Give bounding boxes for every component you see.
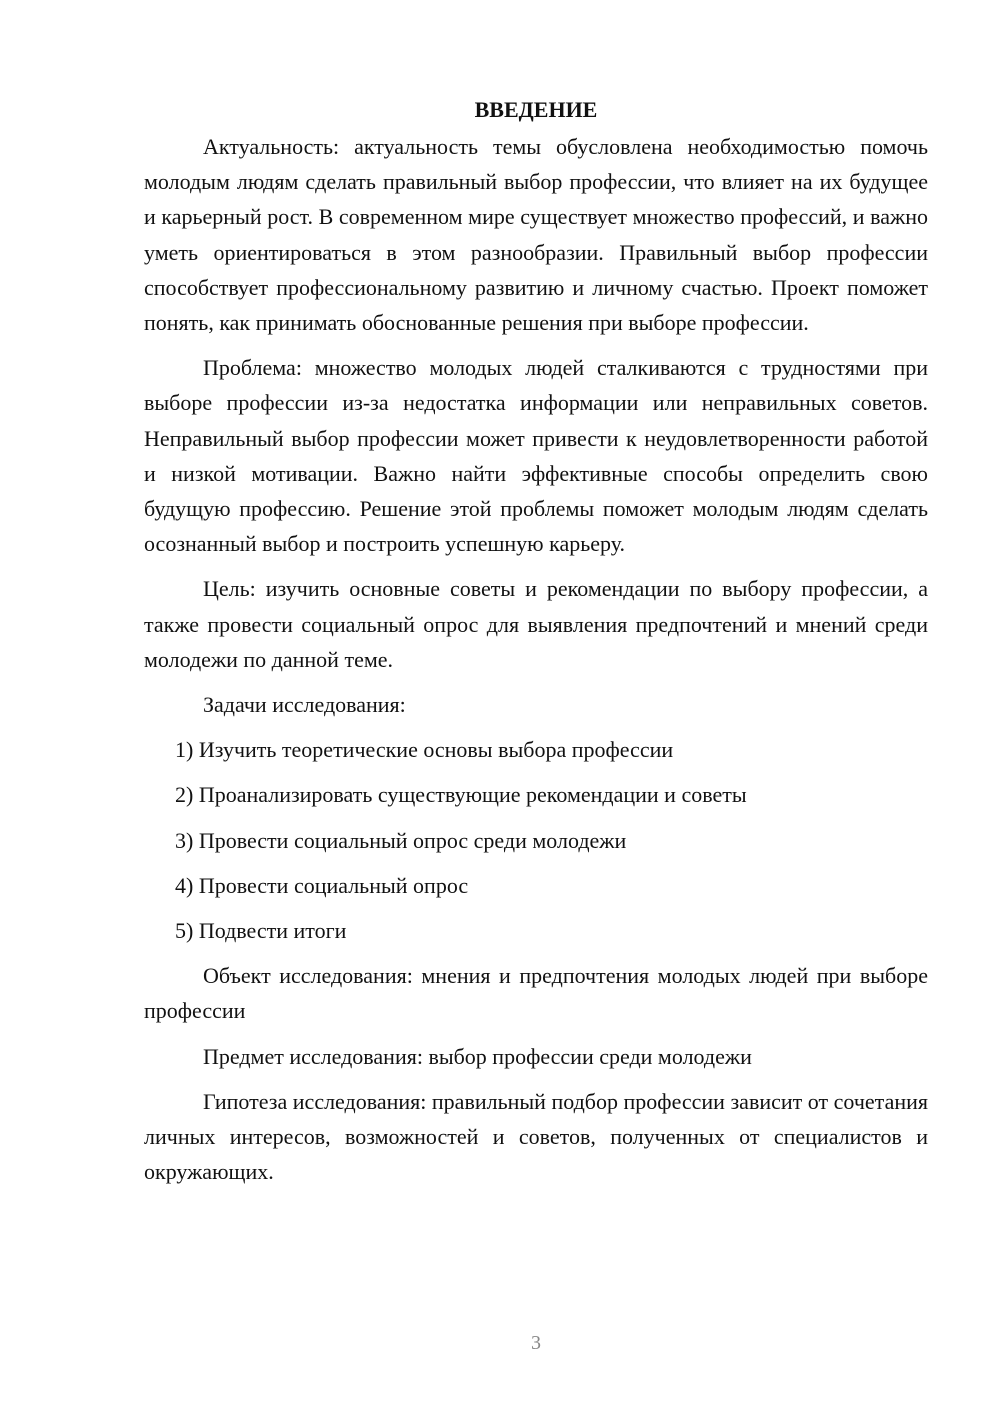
- task-item: 5) Подвести итоги: [175, 918, 347, 944]
- paragraph-hypothesis: Гипотеза исследования: правильный подбор профессии зависит от сочетания личных интересов, возможностей и советов, полученных от специалистов и окружающих.: [144, 1088, 928, 1185]
- page-number: 3: [531, 1332, 541, 1354]
- task-item: 4) Провести социальный опрос: [175, 872, 469, 898]
- task-item: 2) Проанализировать существующие рекомендации и советы: [175, 782, 747, 808]
- task-item: 3) Провести социальный опрос среди молодежи: [175, 827, 627, 853]
- task-item: 1) Изучить теоретические основы выбора профессии: [175, 737, 674, 763]
- paragraph-relevance: Актуальность: актуальность темы обусловлена необходимостью помочь молодым людям сделать правильный выбор профессии, что влияет на их будущее и карьерный рост. В современном мире существует множество профессий, и важно уметь ориентироваться в этом разнообразии. Правильный выбор профессии способствует профессиональному развитию и личному счастью. Проект поможет понять, как принимать обоснованные решения при выборе профессии.: [144, 134, 928, 336]
- paragraph-subject: Предмет исследования: выбор профессии среди молодежи: [203, 1043, 752, 1069]
- tasks-title: Задачи исследования:: [203, 692, 406, 718]
- page-heading: ВВЕДЕНИЕ: [474, 97, 598, 122]
- tasks-list: [144, 732, 928, 948]
- document-page: [144, 92, 928, 1199]
- paragraph-goal: Цель: изучить основные советы и рекомендации по выбору профессии, а также провести социальный опрос для выявления предпочтений и мнений среди молодежи по данной теме.: [144, 576, 928, 672]
- paragraph-object: Объект исследования: мнения и предпочтения молодых людей при выборе профессии: [144, 963, 928, 1024]
- paragraph-problem: Проблема: множество молодых людей сталкиваются с трудностями при выборе профессии из-за недостатка информации или неправильных советов. Неправильный выбор профессии может привести к неудовлетворенности работой и низкой мотивации. Важно найти эффективные способы определить свою будущую профессию. Решение этой проблемы поможет молодым людям сделать осознанный выбор и построить успешную карьеру.: [144, 355, 928, 557]
